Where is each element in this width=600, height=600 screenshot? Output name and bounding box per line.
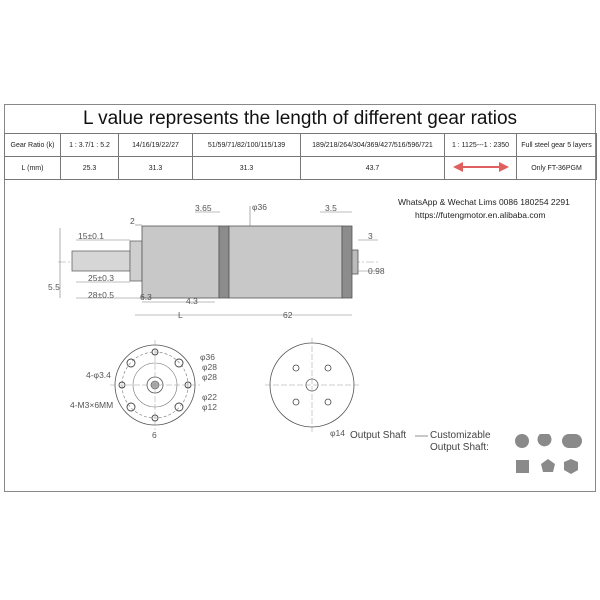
front-view <box>110 340 200 430</box>
rear-view <box>265 338 360 432</box>
dim-14: φ14 <box>330 428 345 438</box>
table-cell: L (mm) <box>5 157 61 180</box>
d-shaft-icon <box>538 434 552 446</box>
dim-3-5: 3.5 <box>325 203 337 213</box>
customizable-label: Customizable Output Shaft: <box>430 430 491 453</box>
dim-4-3: 4.3 <box>186 296 198 306</box>
pentagon-shaft-icon <box>541 459 555 472</box>
table-cell: Only FT-36PGM <box>517 157 597 180</box>
gearbox-band <box>219 226 229 298</box>
table-cell: 31.3 <box>119 157 193 180</box>
dim-22: φ22 <box>202 392 217 402</box>
table-cell: 25.3 <box>61 157 119 180</box>
dim-28: 28±0.5 <box>88 290 114 300</box>
table-cell: 51/59/71/82/100/115/139 <box>193 134 301 157</box>
table-cell: Gear Ratio (k) <box>5 134 61 157</box>
dim-4-holes: 4-φ3.4 <box>86 370 111 380</box>
dim-4-m3: 4-M3×6MM <box>70 400 114 410</box>
rear-terminal <box>352 250 358 274</box>
table-cell: 1 : 3.7/1 : 5.2 <box>61 134 119 157</box>
table-cell: 1 : 1125---1 : 2350 <box>445 134 517 157</box>
output-shaft <box>72 251 130 271</box>
dim-28b-front: φ28 <box>202 372 217 382</box>
motor-end-band <box>342 226 352 298</box>
output-shaft-label: Output Shaft <box>350 430 407 441</box>
table-cell: 14/16/19/22/27 <box>119 134 193 157</box>
dim-L: L <box>178 310 183 320</box>
gearbox-body <box>142 226 219 298</box>
dim-6-3: 6.3 <box>140 292 152 302</box>
dim-3-65: 3.65 <box>195 203 212 213</box>
motor-body <box>229 226 342 298</box>
dim-28-front: φ28 <box>202 362 217 372</box>
dim-62: 62 <box>283 310 293 320</box>
double-d-shaft-icon <box>562 434 582 448</box>
dim-36: φ36 <box>252 202 267 212</box>
dim-12: φ12 <box>202 402 217 412</box>
dim-25: 25±0.3 <box>88 273 114 283</box>
dim-3: 3 <box>368 231 373 241</box>
hexagon-shaft-icon <box>564 459 578 474</box>
dim-0-98: 0.98 <box>368 266 385 276</box>
contact-whatsapp: WhatsApp & Wechat Lims 0086 180254 2291 <box>398 197 570 207</box>
dim-5-5: 5.5 <box>48 282 60 292</box>
table-cell: 43.7 <box>301 157 445 180</box>
table-cell: 189/218/264/304/369/427/516/596/721 <box>301 134 445 157</box>
dim-2: 2 <box>130 216 135 226</box>
page-title: L value represents the length of different gear ratios <box>82 108 518 129</box>
table-cell: Full steel gear 5 layers <box>517 134 597 157</box>
table-cell: 31.3 <box>193 157 301 180</box>
dim-6: 6 <box>152 430 157 440</box>
dim-15: 15±0.1 <box>78 231 104 241</box>
square-shaft-icon <box>516 460 529 473</box>
shaft-shapes <box>515 434 582 474</box>
dim-36-front: φ36 <box>200 352 215 362</box>
contact-url: https://futengmotor.en.alibaba.com <box>415 210 546 220</box>
round-shaft-icon <box>515 434 529 448</box>
front-boss <box>130 241 142 281</box>
